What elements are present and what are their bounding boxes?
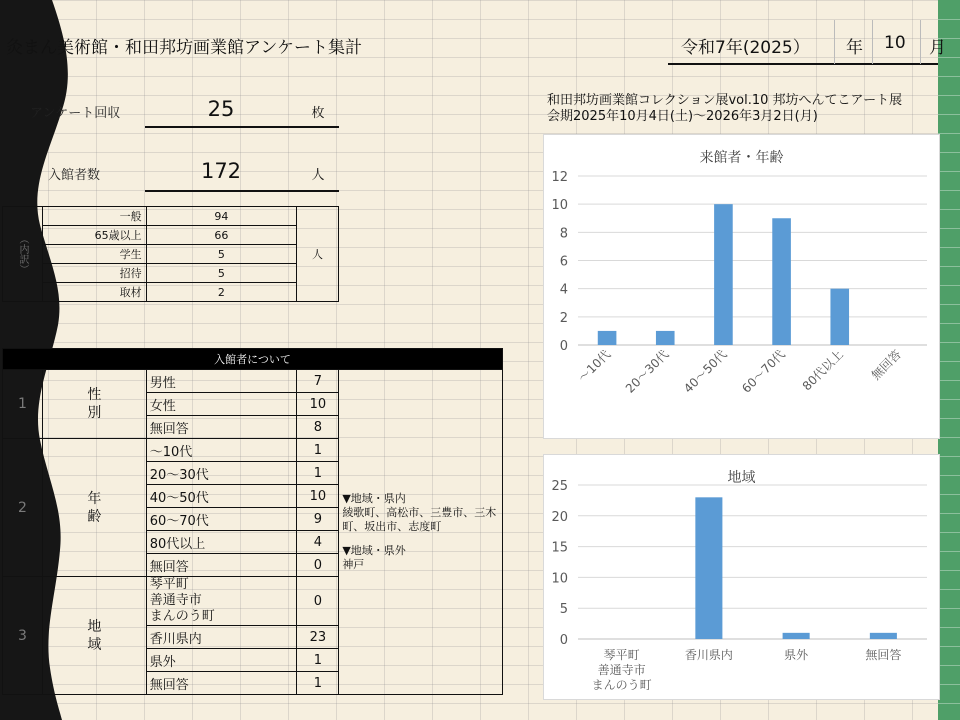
green-band-line [938, 399, 960, 400]
green-band-line [938, 304, 960, 305]
green-band-line [938, 171, 960, 172]
green-band-line [938, 114, 960, 115]
row-value[interactable]: 0 [297, 577, 339, 626]
row-label: 県外 [146, 649, 297, 672]
green-band-line [938, 437, 960, 438]
visitors-label: 入館者数 [48, 168, 101, 183]
breakdown-label: 一般 [42, 207, 146, 226]
section-category: 性 別 [42, 370, 146, 439]
x-tick-label: 香川県内 [684, 648, 733, 662]
y-tick-label: 12 [551, 170, 568, 185]
green-band-line [938, 247, 960, 248]
green-band-line [938, 380, 960, 381]
era-label: 令和7年(2025） [681, 38, 810, 58]
header-divider [872, 20, 873, 64]
region-notes [339, 370, 503, 695]
bar[interactable] [830, 289, 849, 345]
row-label: 80代以上 [146, 531, 297, 554]
y-tick-label: 8 [559, 226, 568, 242]
breakdown-side-label: （内訳） [3, 207, 43, 302]
green-band-line [938, 285, 960, 286]
header-underline [668, 63, 938, 65]
row-value[interactable]: 7 [297, 370, 339, 393]
row-value[interactable]: 4 [297, 531, 339, 554]
green-band-line [938, 76, 960, 77]
green-band-line [938, 608, 960, 609]
row-label: 60～70代 [146, 508, 297, 531]
notes-inside-title: ▼地域・県内 [342, 492, 406, 505]
breakdown-value[interactable]: 94 [146, 207, 296, 226]
green-band-line [938, 494, 960, 495]
section-index: 3 [3, 577, 43, 695]
y-tick-label: 2 [559, 310, 568, 326]
green-band-line [938, 665, 960, 666]
green-band-line [938, 589, 960, 590]
green-band-line [938, 551, 960, 552]
green-band-line [938, 228, 960, 229]
green-band-line [938, 627, 960, 628]
row-value[interactable]: 1 [297, 649, 339, 672]
green-band-line [938, 209, 960, 210]
page-title: 灸まん美術館・和田邦坊画業館アンケート集計 [6, 38, 362, 58]
x-tick-label: 80代以上 [799, 347, 846, 394]
breakdown-row [3, 207, 339, 226]
month-label: 月 [929, 38, 946, 58]
green-band-line [938, 361, 960, 362]
green-band-line [938, 570, 960, 571]
x-tick-label: 無回答 [868, 347, 905, 383]
green-band-line [938, 684, 960, 685]
y-tick-label: 15 [551, 540, 568, 556]
header-divider [920, 20, 921, 64]
green-band-line [938, 513, 960, 514]
bar[interactable] [870, 633, 897, 639]
green-band-line [938, 703, 960, 704]
x-tick-label: 40～50代 [681, 347, 730, 396]
breakdown-row [3, 264, 339, 283]
row-label: ～10代 [146, 439, 297, 462]
age-chart-title: 来館者・年齢 [699, 150, 784, 166]
row-label: 男性 [146, 370, 297, 393]
section-index: 1 [3, 370, 43, 439]
survey-label: アンケート回収 [30, 106, 121, 121]
green-band-line [938, 190, 960, 191]
year-label: 年 [846, 38, 863, 58]
breakdown-row [3, 283, 339, 302]
x-tick-label: ～10代 [575, 347, 614, 385]
x-tick-label: 20～30代 [622, 347, 672, 396]
green-band [938, 0, 960, 720]
chart-svg [544, 455, 939, 699]
chart-svg [544, 135, 939, 438]
y-tick-label: 5 [559, 602, 568, 618]
visitors-underline [145, 190, 339, 192]
x-tick-label: 無回答 [865, 648, 902, 662]
x-tick-label: 60～70代 [739, 347, 788, 396]
breakdown-label: 65歳以上 [42, 226, 146, 245]
green-band-line [938, 95, 960, 96]
section-category: 地 域 [42, 577, 146, 695]
row-label: 40～50代 [146, 485, 297, 508]
green-band-line [938, 133, 960, 134]
row-value[interactable]: 1 [297, 462, 339, 485]
green-band-line [938, 646, 960, 647]
row-value[interactable]: 10 [297, 485, 339, 508]
x-tick-label: 県外 [784, 648, 809, 662]
breakdown-unit: 人 [297, 207, 339, 302]
bar[interactable] [783, 633, 810, 639]
green-band-line [938, 266, 960, 267]
bar[interactable] [714, 204, 733, 345]
row-value[interactable]: 1 [297, 439, 339, 462]
row-label: 琴平町 善通寺市 まんのう町 [146, 577, 297, 626]
visitors-unit: 人 [311, 168, 325, 183]
breakdown-value[interactable]: 66 [146, 226, 296, 245]
survey-unit: 枚 [311, 106, 325, 121]
green-band-line [938, 532, 960, 533]
region-chart-title: 地域 [727, 470, 756, 486]
row-label: 女性 [146, 393, 297, 416]
bar[interactable] [598, 331, 617, 345]
region-chart[interactable] [543, 454, 940, 700]
visitors-table-header-row [3, 349, 503, 370]
notes-outside-text: 神戸 [342, 558, 365, 571]
survey-underline [145, 126, 339, 128]
y-tick-label: 10 [551, 198, 568, 214]
visitors-value[interactable]: 172 [200, 159, 242, 183]
breakdown-value[interactable]: 5 [146, 245, 296, 264]
green-band-line [938, 152, 960, 153]
row-value[interactable]: 23 [297, 626, 339, 649]
bar[interactable] [695, 497, 722, 639]
row-value[interactable]: 8 [297, 416, 339, 439]
month-value[interactable]: 10 [884, 33, 906, 53]
row-value[interactable]: 10 [297, 393, 339, 416]
green-band-line [938, 323, 960, 324]
x-tick-label: 琴平町善通寺市まんのう町 [591, 648, 652, 692]
y-tick-label: 10 [551, 571, 568, 587]
y-tick-label: 0 [559, 633, 568, 648]
row-label: 無回答 [146, 554, 297, 577]
header-divider [834, 20, 835, 64]
row-label: 無回答 [146, 416, 297, 439]
breakdown-value[interactable]: 2 [146, 283, 296, 302]
exhibition-period: 会期2025年10月4日(土)～2026年3月2日(月) [547, 109, 818, 124]
breakdown-label: 取材 [42, 283, 146, 302]
breakdown-label: 学生 [42, 245, 146, 264]
table-row [3, 370, 503, 393]
section-category: 年 齢 [42, 439, 146, 577]
exhibition-info [547, 93, 902, 125]
green-band-line [938, 456, 960, 457]
section-index: 2 [3, 439, 43, 577]
row-label: 無回答 [146, 672, 297, 695]
breakdown-row [3, 245, 339, 264]
notes-inside-text: 綾歌町、高松市、三豊市、三木町、坂出市、志度町 [342, 506, 497, 533]
breakdown-row [3, 226, 339, 245]
y-tick-label: 6 [559, 254, 568, 270]
row-label: 20～30代 [146, 462, 297, 485]
age-chart[interactable] [543, 134, 940, 439]
exhibition-title: 和田邦坊画業館コレクション展vol.10 邦坊へんてこアート展 [547, 93, 903, 108]
y-tick-label: 4 [559, 282, 568, 298]
bar[interactable] [772, 218, 791, 345]
green-band-line [938, 19, 960, 20]
row-value[interactable]: 1 [297, 672, 339, 695]
row-value[interactable]: 9 [297, 508, 339, 531]
y-tick-label: 20 [551, 509, 568, 525]
bar[interactable] [656, 331, 675, 345]
survey-value[interactable]: 25 [207, 97, 235, 121]
visitors-table [2, 348, 503, 695]
green-band-line [938, 475, 960, 476]
row-label: 香川県内 [146, 626, 297, 649]
green-band-line [938, 342, 960, 343]
breakdown-value[interactable]: 5 [146, 264, 296, 283]
y-tick-label: 25 [551, 479, 568, 494]
y-tick-label: 0 [559, 339, 568, 354]
breakdown-table [2, 206, 339, 302]
breakdown-label: 招待 [42, 264, 146, 283]
row-value[interactable]: 0 [297, 554, 339, 577]
visitors-table-header: 入館者について [3, 349, 503, 370]
green-band-line [938, 418, 960, 419]
notes-outside-title: ▼地域・県外 [342, 544, 406, 557]
